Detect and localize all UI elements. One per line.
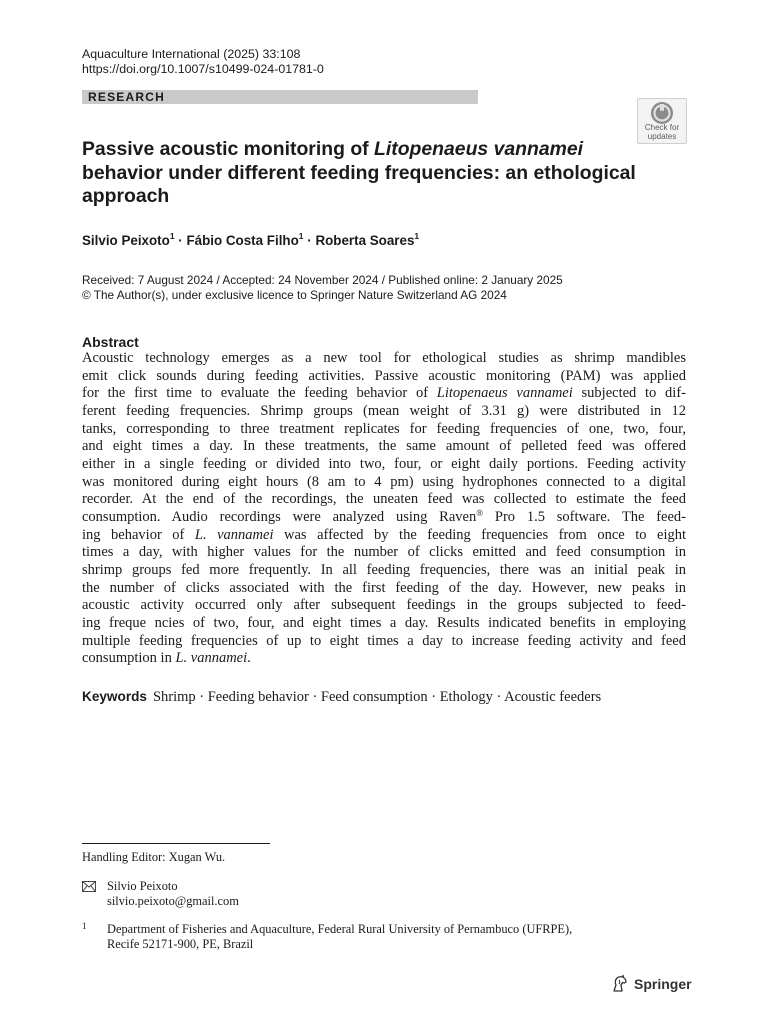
- corresponding-author-email[interactable]: silvio.peixoto@gmail.com: [107, 894, 239, 908]
- abstract-text: consumption. Audio recordings were analyzed using Raven: [82, 508, 477, 525]
- abstract-text: consumption in: [82, 650, 176, 667]
- keywords-list: Shrimp · Feeding behavior · Feed consumption · Ethology · Acoustic feeders: [152, 689, 602, 705]
- abstract-body: [82, 350, 686, 668]
- check-updates-line1: Check for: [644, 123, 680, 132]
- handling-editor: Handling Editor: Xugan Wu.: [82, 850, 226, 864]
- abstract-line: [82, 562, 686, 580]
- abstract-text: Pro 1.5 software. The feed-: [483, 508, 686, 525]
- abstract-text: .: [247, 650, 251, 667]
- author-name[interactable]: Roberta Soares: [315, 233, 415, 248]
- abstract-text: for the first time to evaluate the feeding behavior of: [82, 385, 437, 402]
- author-name[interactable]: Silvio Peixoto: [82, 233, 170, 248]
- title-line2: behavior under different feeding frequencies: an ethological: [82, 161, 636, 184]
- check-updates-label: [638, 124, 686, 141]
- abstract-heading: Abstract: [82, 334, 139, 350]
- abstract-line: [82, 438, 686, 456]
- abstract-line: [82, 385, 686, 403]
- abstract-line: [82, 633, 686, 651]
- check-updates-line2: updates: [647, 131, 677, 141]
- title-part1: Passive acoustic monitoring of: [82, 138, 375, 160]
- author-list: [82, 232, 419, 249]
- abstract-text: emit click sounds during feeding activities. Passive acoustic monitoring (PAM) was applied: [82, 367, 686, 384]
- affiliation-line: Recife 52171-900, PE, Brazil: [107, 937, 254, 951]
- abstract-text: ing freque ncies of two, four, and eight times a day. Results indicated benefits in employing: [82, 614, 686, 631]
- keywords: [82, 688, 601, 706]
- abstract-line: [82, 403, 686, 421]
- doi-link[interactable]: https://doi.org/10.1007/s10499-024-01781-0: [82, 62, 324, 76]
- section-label: RESEARCH: [88, 90, 165, 104]
- registered-mark: ®: [476, 507, 484, 518]
- author-separator: ·: [174, 233, 187, 248]
- abstract-line: [82, 544, 686, 562]
- corresponding-author-name: Silvio Peixoto: [107, 879, 178, 893]
- affiliation-line: Department of Fisheries and Aquaculture, Federal Rural University of Pernambuco (UFRPE),: [107, 922, 573, 936]
- check-updates-icon: [650, 101, 674, 125]
- abstract-text: tanks, corresponding to three treatment replicates for feeding frequencies of one, two, four,: [82, 420, 686, 437]
- title-species: Litopenaeus vannamei: [374, 138, 584, 160]
- abstract-text: subjected to dif-: [572, 385, 686, 402]
- abstract-text: Acoustic technology emerges as a new tool for ethological studies as shrimp mandibles: [82, 350, 686, 366]
- journal-citation: Aquaculture International (2025) 33:108: [82, 47, 301, 61]
- abstract-text: and eight times a day. In these treatments, the same amount of pelleted feed was offered: [82, 438, 686, 455]
- abstract-line: [82, 597, 686, 615]
- article-title: [82, 138, 642, 209]
- author-affiliation-ref: 1: [414, 231, 420, 241]
- abstract-line: [82, 421, 686, 439]
- abstract-text: recorder. At the end of the recordings, the uneaten feed was collected to estimate the feed: [82, 491, 686, 508]
- publisher-name: Springer: [634, 976, 692, 992]
- abstract-line: [82, 474, 686, 492]
- abstract-text: either in a single feeding or divided into two, four, or eight daily portions. Feeding activity: [82, 455, 686, 472]
- abstract-line: [82, 615, 686, 633]
- title-line3: approach: [82, 185, 170, 207]
- abstract-text: times a day, with higher values for the number of clicks emitted and feed consumption in: [82, 544, 686, 561]
- abstract-line: [82, 527, 686, 545]
- affiliation-number: 1: [82, 921, 87, 931]
- author-separator: ·: [303, 233, 316, 248]
- abstract-text: ing behavior of: [82, 526, 195, 543]
- copyright-notice: © The Author(s), under exclusive licence to Springer Nature Switzerland AG 2024: [82, 288, 507, 302]
- section-banner: [82, 90, 478, 104]
- abstract-line: [82, 368, 686, 386]
- footnote-divider: [82, 843, 270, 844]
- springer-horse-logo-icon: [610, 974, 630, 994]
- abstract-text: ferent feeding frequencies. Shrimp groups (mean weight of 3.31 g) were distributed in 12: [82, 402, 686, 419]
- envelope-icon: [82, 881, 96, 892]
- check-for-updates-badge[interactable]: [637, 98, 687, 144]
- abstract-species: Litopenaeus vannamei: [436, 385, 573, 402]
- abstract-line: [82, 580, 686, 598]
- abstract-line: [82, 350, 686, 368]
- author-name[interactable]: Fábio Costa Filho: [186, 233, 299, 248]
- abstract-line: [82, 456, 686, 474]
- abstract-text: shrimp groups fed more frequently. In all feeding frequencies, there was an initial peak in: [82, 561, 686, 578]
- abstract-text: the number of clicks associated with the first feeding of the day. However, new peaks in: [82, 579, 686, 596]
- abstract-text: was monitored during eight hours (8 am to 4 pm) using hydrophones connected to a digital: [82, 473, 686, 490]
- abstract-text: multiple feeding frequencies of up to eight times a day to increase feeding activity and feed: [82, 632, 686, 649]
- author-affiliation-ref: 1: [169, 231, 175, 241]
- abstract-text: acoustic activity occurred only after subsequent feedings in the groups subjected to feed-: [82, 597, 686, 614]
- abstract-line: [82, 491, 686, 509]
- abstract-text: was affected by the feeding frequencies from once to eight: [273, 526, 687, 543]
- publication-dates: Received: 7 August 2024 / Accepted: 24 November 2024 / Published online: 2 January 2025: [82, 273, 563, 287]
- abstract-line: [82, 650, 686, 668]
- abstract-species: L. vannamei: [194, 526, 274, 543]
- abstract-line: [82, 509, 686, 527]
- author-affiliation-ref: 1: [298, 231, 304, 241]
- abstract-species: L. vannamei: [175, 650, 248, 667]
- keywords-label: Keywords: [82, 689, 147, 704]
